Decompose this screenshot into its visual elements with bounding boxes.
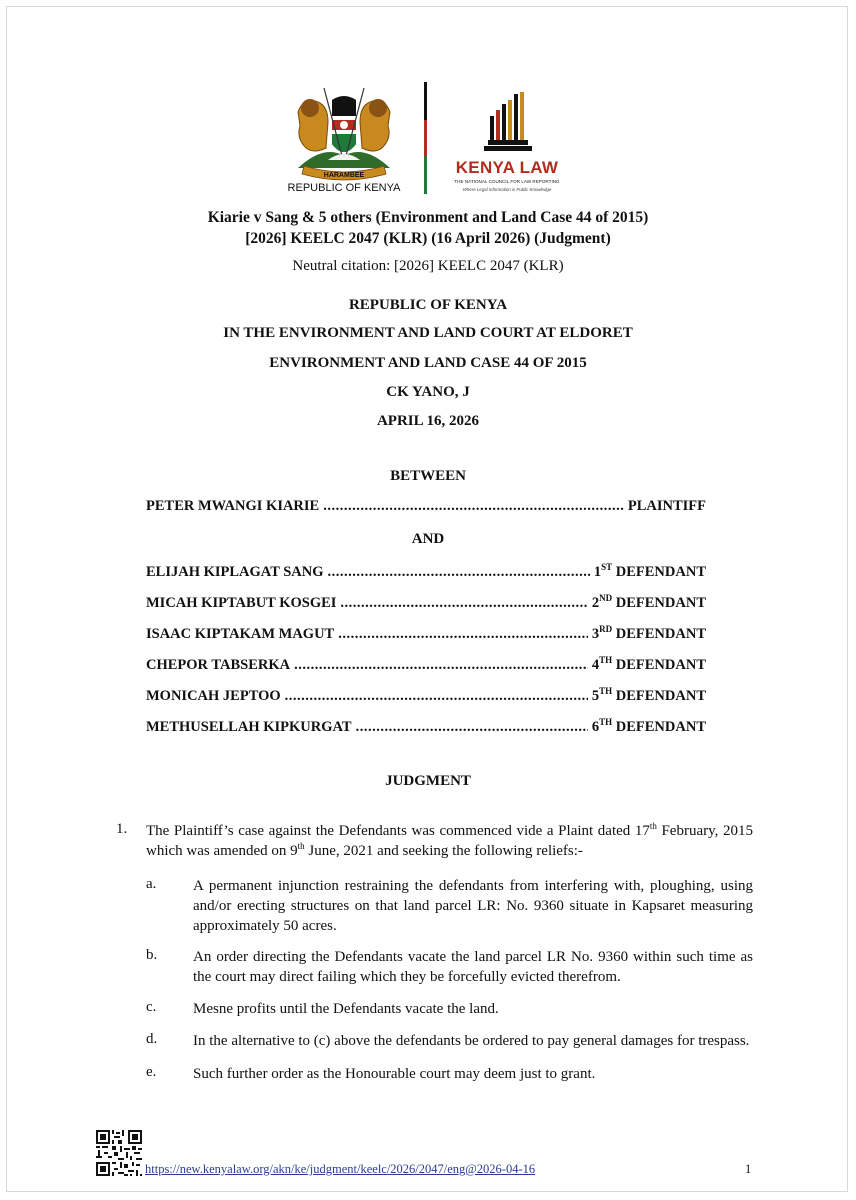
and-heading: AND <box>411 531 445 547</box>
page-number: 1 <box>745 1162 752 1176</box>
relief-label: a. <box>146 876 157 892</box>
qr-code[interactable] <box>96 1130 142 1176</box>
relief-label: b. <box>146 947 158 963</box>
judgment-heading: JUDGMENT <box>385 773 471 789</box>
kenya-law-logo <box>446 90 568 200</box>
defendant-name: MICAH KIPTABUT KOSGEI <box>146 594 337 611</box>
coat-of-arms-motto: HARAMBEE <box>323 172 365 179</box>
relief-item: Mesne profits until the Defendants vacate the land. <box>193 1001 499 1017</box>
neutral-citation: Neutral citation: [2026] KEELC 2047 (KLR) <box>292 258 564 274</box>
coat-of-arms-logo <box>284 82 404 196</box>
plaintiff-row <box>146 498 706 515</box>
judge-heading: CK YANO, J <box>386 384 470 400</box>
defendant-name: CHEPOR TABSERKA <box>146 656 291 673</box>
coat-of-arms-emblem <box>284 82 404 182</box>
defendant-ordinal: 5TH DEFENDANT <box>591 686 706 704</box>
relief-label: d. <box>146 1031 158 1047</box>
date-heading: APRIL 16, 2026 <box>376 413 480 429</box>
defendant-name: METHUSELLAH KIPKURGAT <box>146 718 352 735</box>
defendant-name: ISAAC KIPTAKAM MAGUT <box>146 625 335 642</box>
defendant-row <box>146 717 706 736</box>
relief-item: A permanent injunction restraining the defendants from interfering with, ploughing, using and/or erecting structures on that land parcel LR: No. 9360 situate in Kapsaret measuring approximately 50 acres. <box>193 878 753 934</box>
republic-heading: REPUBLIC OF KENYA <box>348 297 508 313</box>
defendant-row <box>146 624 706 643</box>
leader-dots <box>328 564 590 581</box>
defendant-row <box>146 593 706 612</box>
kenya-law-emblem <box>446 90 568 154</box>
plaintiff-name: PETER MWANGI KIARIE <box>146 498 320 514</box>
paragraph-1: The Plaintiff’s case against the Defendants was commenced vide a Plaint dated 17th February, 2015 which was amended on 9th June, 2021 and seeking the following reliefs:- <box>146 821 753 859</box>
defendant-row <box>146 562 706 581</box>
paragraph-number: 1. <box>116 821 128 837</box>
coat-of-arms-caption: REPUBLIC OF KENYA <box>287 182 401 194</box>
relief-item: An order directing the Defendants vacate the land parcel LR No. 9360 within such time as the court may direct failing which they be forcefully evicted therefrom. <box>193 949 753 985</box>
defendant-name: MONICAH JEPTOO <box>146 687 281 704</box>
defendant-row <box>146 686 706 705</box>
case-title-line2: [2026] KEELC 2047 (KLR) (16 April 2026) (Judgment) <box>245 230 611 247</box>
relief-label: e. <box>146 1064 157 1080</box>
defendant-ordinal: 4TH DEFENDANT <box>591 655 706 673</box>
between-heading: BETWEEN <box>390 468 466 484</box>
case-number-heading: ENVIRONMENT AND LAND CASE 44 OF 2015 <box>269 355 587 371</box>
defendant-row <box>146 655 706 674</box>
case-title-line1: Kiarie v Sang & 5 others (Environment and Land Case 44 of 2015) <box>207 209 649 226</box>
defendant-ordinal: 6TH DEFENDANT <box>591 717 706 735</box>
leader-dots <box>340 595 587 612</box>
defendant-name: ELIJAH KIPLAGAT SANG <box>146 563 324 580</box>
flag-divider <box>424 82 427 194</box>
relief-item: Such further order as the Honourable court may deem just to grant. <box>193 1066 596 1082</box>
source-url-link[interactable]: https://new.kenyalaw.org/akn/ke/judgment/keelc/2026/2047/eng@2026-04-16 <box>145 1162 536 1176</box>
court-heading: IN THE ENVIRONMENT AND LAND COURT AT ELDORET <box>223 325 633 341</box>
relief-item: In the alternative to (c) above the defendants be ordered to pay general damages for trespass. <box>193 1033 750 1049</box>
defendant-ordinal: 1ST DEFENDANT <box>593 562 706 580</box>
leader-dots <box>356 719 588 736</box>
defendant-ordinal: 2ND DEFENDANT <box>591 593 706 611</box>
leader-dots <box>323 498 624 515</box>
plaintiff-role: PLAINTIFF <box>627 498 706 514</box>
relief-label: c. <box>146 999 157 1015</box>
leader-dots <box>338 626 588 643</box>
kenya-law-tagline: Where Legal Information is Public Knowledge <box>462 187 552 192</box>
leader-dots <box>285 688 588 705</box>
leader-dots <box>294 657 588 674</box>
kenya-law-brand: KENYA LAW <box>455 158 559 177</box>
kenya-law-subtitle: THE NATIONAL COUNCIL FOR LAW REPORTING <box>454 179 560 184</box>
defendant-ordinal: 3RD DEFENDANT <box>591 624 706 642</box>
